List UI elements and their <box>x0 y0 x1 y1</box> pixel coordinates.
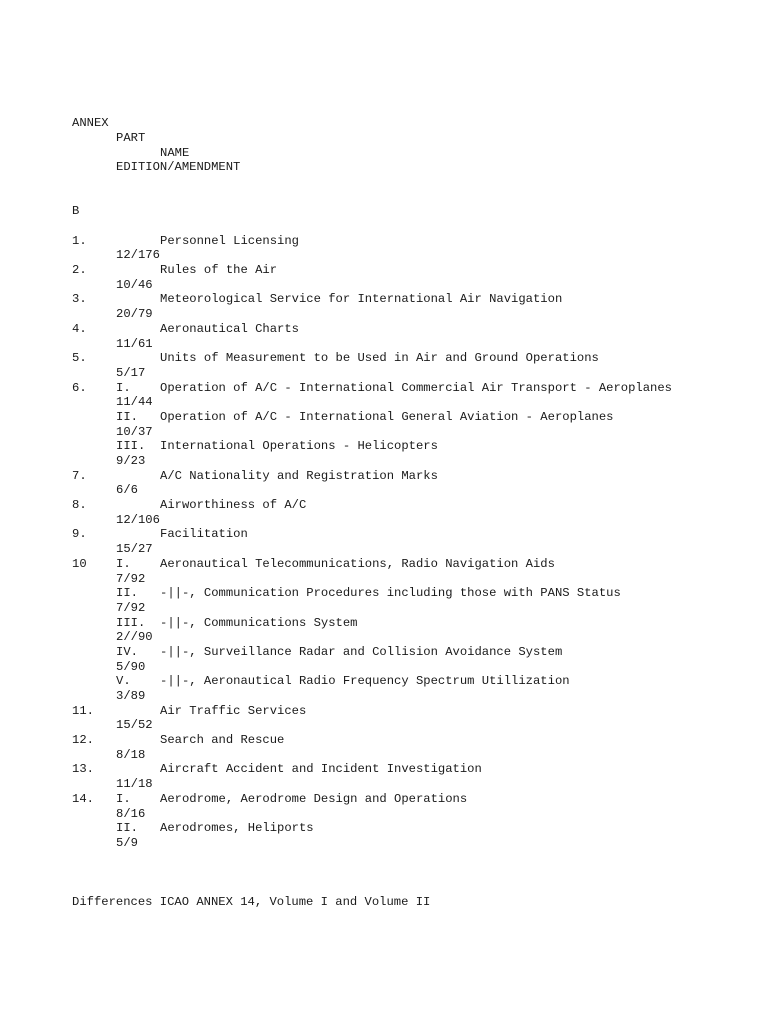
header-edition: EDITION/AMENDMENT <box>116 160 241 175</box>
annex-part: V. <box>116 674 131 689</box>
annex-edition-row <box>72 277 153 293</box>
annex-name: Search and Rescue <box>160 733 285 748</box>
annex-edition: 15/27 <box>116 542 153 557</box>
annex-name: Personnel Licensing <box>160 233 299 248</box>
annex-number: 9. <box>72 527 87 542</box>
annex-name: Meteorological Service for International Air Navigation <box>160 292 563 307</box>
annex-number: 11. <box>72 703 94 718</box>
annex-part: I. <box>116 556 131 571</box>
annex-number: 5. <box>72 351 87 366</box>
annex-edition: 12/176 <box>116 248 160 263</box>
annex-edition: 5/90 <box>116 659 146 674</box>
annex-row <box>72 380 672 396</box>
annex-document <box>72 72 672 909</box>
annex-edition-row <box>72 336 153 352</box>
annex-edition-row <box>72 806 146 822</box>
annex-number: 3. <box>72 292 87 307</box>
annex-name: Aerodrome, Aerodrome Design and Operations <box>160 791 468 806</box>
annex-row <box>72 409 614 425</box>
annex-part: II. <box>116 821 138 836</box>
header-b-row <box>72 190 101 219</box>
annex-edition: 5/9 <box>116 835 138 850</box>
annex-row <box>72 615 358 631</box>
annex-name: Facilitation <box>160 527 248 542</box>
annex-name: -||-, Communication Procedures including those with PANS Status <box>160 586 621 601</box>
annex-row <box>72 703 307 719</box>
annex-edition: 20/79 <box>116 307 153 322</box>
annex-edition: 10/37 <box>116 424 153 439</box>
annex-edition: 11/44 <box>116 395 153 410</box>
annex-row <box>72 762 482 777</box>
annex-edition: 12/106 <box>116 512 160 527</box>
header-annex: ANNEX <box>72 116 109 131</box>
annex-edition: 11/61 <box>116 336 153 351</box>
annex-row <box>72 791 468 807</box>
annex-row <box>72 674 570 689</box>
annex-name: Airworthiness of A/C <box>160 498 307 513</box>
annex-row <box>72 468 438 484</box>
annex-part: II. <box>116 586 138 601</box>
annex-edition-row <box>72 571 146 587</box>
annex-edition: 8/18 <box>116 747 146 762</box>
annex-row <box>72 439 438 454</box>
header-b: B <box>72 204 80 219</box>
annex-row <box>72 498 307 513</box>
annex-edition-row <box>72 483 138 498</box>
annex-row <box>72 556 555 572</box>
annex-row <box>72 733 285 748</box>
annex-name: International Operations - Helicopters <box>160 439 438 454</box>
annex-row <box>72 233 299 249</box>
annex-number: 6. <box>72 380 87 395</box>
annex-number: 14. <box>72 791 94 806</box>
annex-name: Aerodromes, Heliports <box>160 821 314 836</box>
annex-edition-row <box>72 542 153 557</box>
annex-number: 13. <box>72 762 94 777</box>
header-name: NAME <box>160 145 190 160</box>
annex-name: Aeronautical Telecommunications, Radio Navigation Aids <box>160 556 555 571</box>
annex-row <box>72 586 621 601</box>
annex-part: III. <box>116 439 146 454</box>
annex-edition: 6/6 <box>116 483 138 498</box>
annex-edition-row <box>72 248 160 263</box>
annex-edition: 5/17 <box>116 365 146 380</box>
annex-edition-row <box>72 659 146 675</box>
header-edition-row <box>72 146 241 175</box>
annex-edition-row <box>72 689 146 704</box>
annex-part: I. <box>116 380 131 395</box>
annex-part: I. <box>116 791 131 806</box>
annex-name: Aircraft Accident and Incident Investigation <box>160 762 482 777</box>
annex-row <box>72 263 278 278</box>
annex-edition: 15/52 <box>116 718 153 733</box>
annex-number: 2. <box>72 263 87 278</box>
annex-number: 1. <box>72 233 87 248</box>
annex-row <box>72 527 248 542</box>
annex-edition-row <box>72 454 146 469</box>
annex-number: 8. <box>72 498 87 513</box>
annex-edition: 11/18 <box>116 777 153 792</box>
annex-edition: 9/23 <box>116 454 146 468</box>
annex-number: 12. <box>72 733 94 748</box>
header-row <box>72 101 190 160</box>
annex-edition-row <box>72 600 146 616</box>
annex-name: Aeronautical Charts <box>160 321 299 336</box>
annex-name: A/C Nationality and Registration Marks <box>160 468 438 483</box>
annex-row <box>72 292 563 307</box>
annex-edition-row <box>72 365 146 381</box>
annex-edition: 3/89 <box>116 689 146 703</box>
annex-name: -||-, Surveillance Radar and Collision Avoidance System <box>160 644 563 659</box>
annex-name: Air Traffic Services <box>160 703 307 718</box>
annex-name: -||-, Aeronautical Radio Frequency Spectrum Utillization <box>160 674 570 689</box>
annex-edition-row <box>72 777 153 792</box>
annex-list <box>72 233 672 851</box>
annex-edition: 7/92 <box>116 600 146 615</box>
footer-row <box>72 880 431 909</box>
annex-number: 7. <box>72 468 87 483</box>
annex-edition-row <box>72 747 146 763</box>
annex-name: -||-, Communications System <box>160 615 358 630</box>
annex-number: 4. <box>72 321 87 336</box>
annex-edition-row <box>72 718 153 733</box>
annex-edition: 7/92 <box>116 571 146 586</box>
annex-edition-row <box>72 512 160 528</box>
annex-name: Operation of A/C - International Commercial Air Transport - Aeroplanes <box>160 380 672 395</box>
annex-edition-row <box>72 630 153 645</box>
annex-edition: 8/16 <box>116 806 146 821</box>
annex-edition-row <box>72 835 138 851</box>
annex-row <box>72 644 563 660</box>
annex-part: III. <box>116 615 146 630</box>
annex-edition-row <box>72 424 153 440</box>
annex-number: 10 <box>72 556 87 571</box>
annex-edition: 10/46 <box>116 277 153 292</box>
annex-edition-row <box>72 395 153 410</box>
annex-row <box>72 821 314 836</box>
annex-name: Rules of the Air <box>160 263 278 278</box>
annex-name: Units of Measurement to be Used in Air and Ground Operations <box>160 351 599 366</box>
annex-part: II. <box>116 409 138 424</box>
annex-row <box>72 351 599 366</box>
footer-text: Differences ICAO ANNEX 14, Volume I and Volume II <box>72 894 431 909</box>
annex-part: IV. <box>116 644 138 659</box>
header-part: PART <box>116 130 146 145</box>
annex-row <box>72 321 299 337</box>
annex-edition-row <box>72 307 153 322</box>
annex-edition: 2//90 <box>116 630 153 645</box>
annex-name: Operation of A/C - International General Aviation - Aeroplanes <box>160 409 614 424</box>
